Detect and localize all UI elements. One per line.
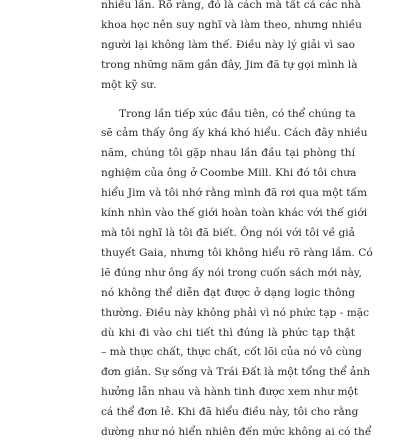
text-line: hưởng lẫn nhau và hành tinh được xem như một — [101, 386, 359, 399]
text-line: nghiệm của ông ở Coombe Mill. Khi đó tôi chưa — [101, 167, 357, 180]
text-line: thường. Điều này không phải vì nó phức tạp - mặc — [101, 306, 370, 319]
text-line: thuyết Gaia, nhưng tôi không hiểu rõ ràng lắm. Có — [101, 246, 373, 259]
text-line: trong những năm gần đây, Jim đã tự gọi mình là — [101, 58, 358, 71]
text-line: cá thể đơn lẻ. Khi đã hiểu điều này, tôi cho rằng — [101, 406, 359, 419]
text-line: – mà thực chất, thực chất, cốt lõi của nó vô cùng — [101, 346, 362, 359]
text-line: mà tôi nghĩ là tôi đã biết. Ông nói với tôi về giả — [101, 226, 355, 239]
paragraph-1 — [101, 0, 362, 96]
text-line: nó không thể diễn đạt được ở dạng logic thông — [101, 286, 355, 299]
text-line: đơn giản. Sự sống và Trái Đất là một tổng thể ảnh — [101, 366, 371, 379]
text-line: kính nhìn vào thế giới hoàn toàn khác với thế giới — [101, 207, 368, 220]
text-line: dù khi đi vào chi tiết thì đúng là phức tạp thật — [101, 326, 355, 339]
text-line: một kỹ sư. — [101, 78, 157, 91]
text-line: năm, chúng tôi gặp nhau lần đầu tại phòng thí — [101, 147, 355, 160]
text-line: lẽ đúng như ông ấy nói trong cuốn sách mới này, — [101, 266, 362, 279]
text-line: nhiều lần. Rõ ràng, đó là cách mà tất cả các nhà — [101, 0, 361, 11]
text-line: khoa học nên suy nghĩ và làm theo, nhưng nhiều — [101, 18, 362, 31]
paragraph-2 — [101, 105, 373, 443]
paragraph-gap — [101, 96, 355, 105]
text-line: hiểu Jim và tôi nhớ rằng mình đã rơi qua một tấm — [101, 187, 368, 200]
text-line: sẽ cảm thấy ông ấy khá khó hiểu. Cách đây nhiều — [101, 127, 368, 140]
text-line: Trong lần tiếp xúc đầu tiên, có thể chúng ta — [119, 107, 356, 120]
text-line: dường như nó hiển nhiên đến mức không ai có thể — [101, 426, 372, 439]
text-line: người lại không làm thế. Điều này lý giải vì sao — [101, 38, 355, 51]
body-text — [101, 0, 373, 443]
